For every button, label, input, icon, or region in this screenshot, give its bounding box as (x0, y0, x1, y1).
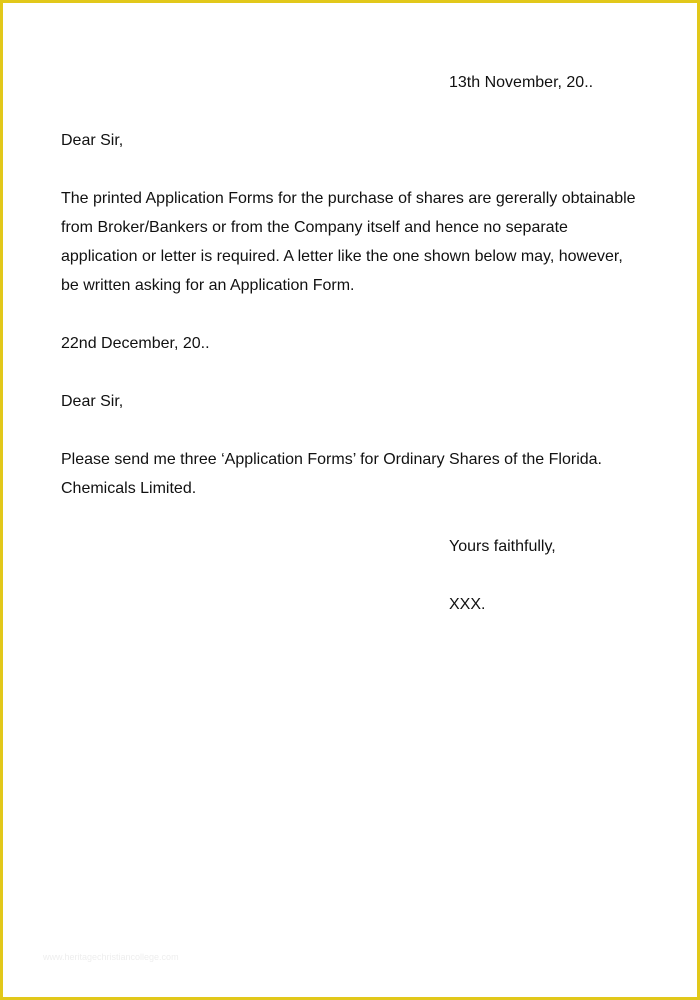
letter-date-second: 22nd December, 20.. (61, 335, 210, 352)
body-line: Chemicals Limited. (61, 480, 197, 497)
body-line: Please send me three ‘Application Forms’ for Ordinary Shares of the Florida. (61, 451, 602, 468)
salutation-second: Dear Sir, (61, 393, 124, 410)
salutation-first: Dear Sir, (61, 132, 124, 149)
intro-line: be written asking for an Application Form. (61, 277, 355, 294)
intro-line: from Broker/Bankers or from the Company itself and hence no separate (61, 219, 568, 236)
closing-text: Yours faithfully, (449, 538, 556, 555)
intro-line: application or letter is required. A letter like the one shown below may, however, (61, 248, 623, 265)
watermark: www.heritagechristiancollege.com (43, 952, 179, 962)
letter-date-top: 13th November, 20.. (449, 74, 594, 91)
intro-line: The printed Application Forms for the purchase of shares are gererally obtainable (61, 190, 636, 207)
signature-text: XXX. (449, 596, 486, 613)
